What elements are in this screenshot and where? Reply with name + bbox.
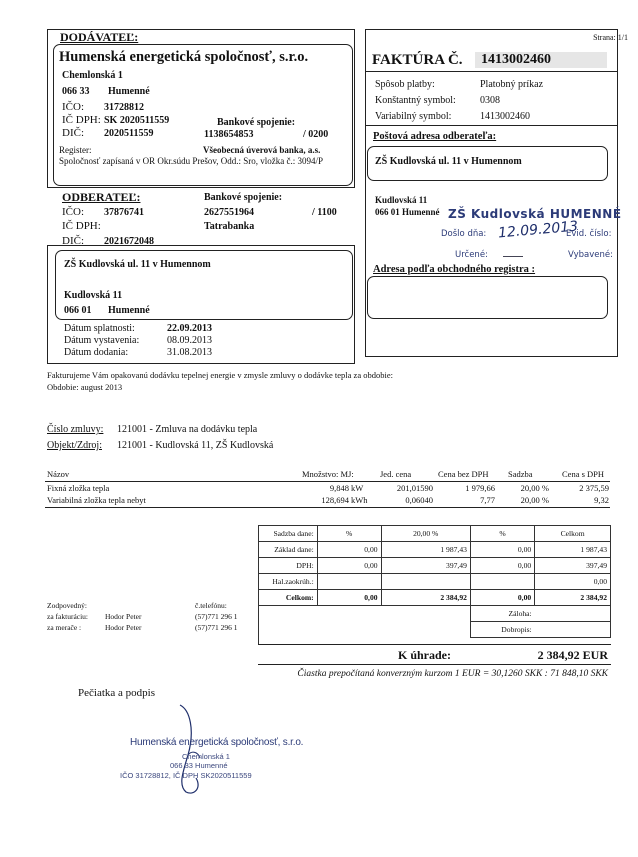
customer-bank-label: Bankové spojenie: (204, 192, 283, 203)
postal-name: ZŠ Kudlovská ul. 11 v Humennom (375, 156, 522, 167)
items-footer-rule (45, 507, 610, 508)
responsible-name: Hodor Peter (105, 612, 142, 621)
company-stamp-city: 066 33 Humenné (170, 761, 228, 770)
item-qty: 9,848 (329, 483, 349, 493)
blank-cell (317, 606, 381, 622)
col-rate-header: Sadzba (508, 469, 533, 479)
signature-label: Pečiatka a podpis (78, 687, 155, 699)
blank-cell (317, 622, 381, 638)
responsible-role: za fakturáciu: (47, 612, 89, 621)
cell (470, 574, 534, 590)
variable-symbol-value: 1413002460 (480, 111, 530, 122)
item-price: 201,01590 (396, 483, 433, 493)
row-label: Hal.zaokrúh.: (259, 574, 318, 590)
variable-symbol-label: Variabilný symbol: (375, 111, 452, 122)
date-values (167, 323, 212, 359)
conversion-note: Čiastka prepočítaná konverzným kurzom 1 EUR = 30,1260 SKK : 71 848,10 SKK (297, 669, 608, 679)
phone-heading: č.telefónu: (195, 601, 227, 610)
register-address-box (367, 276, 608, 319)
customer-zip: 066 01 (64, 305, 92, 316)
item-unit: kW (351, 483, 364, 493)
customer-name: ZŠ Kudlovská ul. 11 v Humennom (64, 259, 211, 270)
customer-dic: 2021672048 (104, 236, 154, 247)
item-net: 1 979,66 (465, 483, 495, 493)
supplier-heading: DODÁVATEĽ: (60, 30, 139, 44)
supplier-bank-name: Všeobecná úverová banka, a.s. (203, 145, 321, 155)
cell: 397,49 (535, 558, 611, 574)
delivery-date-label: Dátum dodania: (64, 347, 129, 358)
items-header-rule (45, 481, 610, 482)
assigned-label: Určené: (455, 250, 488, 260)
item-name: Variabilná zložka tepla nebyt (47, 495, 146, 505)
invoice-title: FAKTÚRA Č. (372, 52, 463, 68)
advance-label: Záloha: (470, 606, 534, 622)
contract-value: 121001 - Zmluva na dodávku tepla (117, 424, 258, 435)
cell: 2 384,92 (535, 590, 611, 606)
summary-col4: Celkom (535, 526, 611, 542)
due-date-value: 22.09.2013 (167, 323, 212, 334)
summary-col2: 20,00 % (381, 526, 470, 542)
invoice-number: 1413002460 (475, 52, 607, 68)
total-top-rule (258, 644, 611, 645)
vat-summary-table (258, 525, 611, 638)
customer-account: 2627551964 (204, 207, 254, 218)
blank-cell (259, 622, 318, 638)
cell: 0,00 (470, 558, 534, 574)
cell: 0,00 (317, 542, 381, 558)
blank-cell (259, 606, 318, 622)
supplier-dic: 2020511559 (104, 128, 154, 139)
col-gross-header: Cena s DPH (562, 469, 605, 479)
cell: 0,00 (470, 590, 534, 606)
row-label: DPH: (259, 558, 318, 574)
company-stamp-street: Chemlonská 1 (182, 752, 230, 761)
advance-row (259, 606, 611, 622)
summary-col3: % (470, 526, 534, 542)
list-item (47, 623, 267, 633)
due-date-label: Dátum splatnosti: (64, 323, 135, 334)
company-stamp-name: Humenská energetická spoločnosť, s.r.o. (130, 737, 304, 748)
responsible-heading: Zodpovedný: (47, 601, 87, 610)
handled-label: Vybavené: (568, 250, 613, 260)
evid-number-label: Evid. číslo: (566, 229, 612, 239)
customer-ico: 37876741 (104, 207, 144, 218)
cell (381, 574, 470, 590)
credit-label: Dobropis: (470, 622, 534, 638)
customer-ico-label: IČO: (62, 206, 84, 218)
summary-header-row (259, 526, 611, 542)
total-label: K úhrade: (398, 648, 452, 662)
date-labels (64, 323, 139, 359)
item-rate: 20,00 % (520, 495, 549, 505)
issue-date-value: 08.09.2013 (167, 335, 212, 346)
supplier-bank-code: / 0200 (303, 129, 329, 140)
supplier-city: Humenné (108, 86, 150, 97)
invoice-fields-rule (365, 125, 617, 126)
payment-method-value: Platobný príkaz (480, 79, 544, 90)
row-label: Celkom: (259, 590, 318, 606)
cell: 0,00 (535, 574, 611, 590)
responsible-phone: (57)771 296 1 (195, 623, 238, 632)
customer-bank-name: Tatrabanka (204, 221, 255, 232)
supplier-account: 1138654853 (204, 129, 254, 140)
received-date-label: Došlo dňa: (441, 229, 487, 239)
register-address-heading: Adresa podľa obchodného registra : (373, 264, 536, 275)
row-label: Základ dane: (259, 542, 318, 558)
payment-labels (375, 77, 456, 125)
customer-bank-code: / 1100 (312, 207, 337, 218)
supplier-name: Humenská energetická spoločnosť, s.r.o. (59, 49, 309, 65)
item-gross: 2 375,59 (579, 483, 609, 493)
supplier-street: Chemlonská 1 (62, 70, 123, 81)
cell: 2 384,92 (381, 590, 470, 606)
intro-line: Fakturujeme Vám opakovanú dodávku tepelnej energie v zmysle zmluvy o dodávke tepla za obdobie: (47, 370, 393, 380)
item-gross: 9,32 (594, 495, 609, 505)
col-name-header: Názov (47, 469, 70, 479)
customer-city: Humenné (108, 305, 150, 316)
company-stamp-ids: IČO 31728812, IČ DPH SK2020511559 (120, 771, 252, 780)
cell: 1 987,43 (381, 542, 470, 558)
supplier-bank-label: Bankové spojenie: (217, 117, 296, 128)
supplier-icdph: SK 2020511559 (104, 115, 170, 126)
table-row (47, 495, 612, 506)
contract-label: Číslo zmluvy: (47, 424, 104, 435)
cell: 1 987,43 (535, 542, 611, 558)
payment-values (480, 77, 543, 125)
supplier-ico-label: IČO: (62, 101, 84, 113)
constant-symbol-label: Konštantný symbol: (375, 95, 456, 106)
blank-cell (381, 622, 470, 638)
item-price: 0,06040 (405, 495, 433, 505)
customer-dic-label: DIČ: (62, 235, 84, 247)
object-value: 121001 - Kudlovská 11, ZŠ Kudlovská (117, 440, 274, 451)
list-item (47, 612, 267, 622)
credit-value (535, 622, 611, 638)
cell: 0,00 (470, 542, 534, 558)
responsible-role: za merače : (47, 623, 82, 632)
blank-cell (381, 606, 470, 622)
advance-value (535, 606, 611, 622)
col-net-header: Cena bez DPH (438, 469, 489, 479)
postal-street: Kudlovská 11 (375, 195, 428, 205)
cell (317, 574, 381, 590)
customer-heading: ODBERATEĽ: (62, 190, 141, 204)
item-unit: kWh (351, 495, 368, 505)
assigned-line (503, 256, 523, 257)
summary-rate-label: Sadzba dane: (259, 526, 318, 542)
postal-zipcity: 066 01 Humenné (375, 207, 440, 217)
supplier-ico: 31728812 (104, 102, 144, 113)
supplier-zip: 066 33 (62, 86, 90, 97)
customer-street: Kudlovská 11 (64, 290, 123, 301)
credit-row (259, 622, 611, 638)
responsible-phone: (57)771 296 1 (195, 612, 238, 621)
payment-method-label: Spôsob platby: (375, 79, 435, 90)
summary-col1: % (317, 526, 381, 542)
table-row (259, 558, 611, 574)
supplier-register-text: Spoločnosť zapísaná v OR Okr.súdu Prešov, Odd.: Sro, vložka č.: 3094/P (59, 156, 323, 166)
total-value: 2 384,92 EUR (537, 648, 608, 662)
signature-scribble (150, 700, 290, 800)
delivery-date-value: 31.08.2013 (167, 347, 212, 358)
col-price-header: Jed. cena (380, 469, 412, 479)
table-row (47, 483, 612, 494)
customer-icdph-label: IČ DPH: (62, 220, 101, 232)
page-number: Strana: 1/1 (593, 33, 628, 42)
cell: 0,00 (317, 590, 381, 606)
item-name: Fixná zložka tepla (47, 483, 110, 493)
received-stamp-name: ZŠ Kudlovská HUMENNÉ (448, 207, 622, 221)
supplier-dic-label: DIČ: (62, 127, 84, 139)
supplier-register-label: Register: (59, 145, 92, 155)
item-net: 7,77 (480, 495, 495, 505)
supplier-icdph-label: IČ DPH: (62, 114, 101, 126)
postal-address-heading: Poštová adresa odberateľa: (373, 131, 497, 142)
table-row (259, 574, 611, 590)
invoice-title-rule (365, 71, 617, 72)
cell: 397,49 (381, 558, 470, 574)
item-rate: 20,00 % (520, 483, 549, 493)
responsible-name: Hodor Peter (105, 623, 142, 632)
issue-date-label: Dátum vystavenia: (64, 335, 140, 346)
item-qty: 128,694 (321, 495, 349, 505)
col-qty-header: Množstvo: MJ: (302, 469, 354, 479)
cell: 0,00 (317, 558, 381, 574)
table-row (259, 542, 611, 558)
table-row (259, 590, 611, 606)
period-line: Obdobie: august 2013 (47, 382, 123, 392)
received-date: 12.09.2013 (497, 218, 579, 242)
constant-symbol-value: 0308 (480, 95, 500, 106)
total-bottom-rule (258, 664, 611, 665)
object-label: Objekt/Zdroj: (47, 440, 102, 451)
